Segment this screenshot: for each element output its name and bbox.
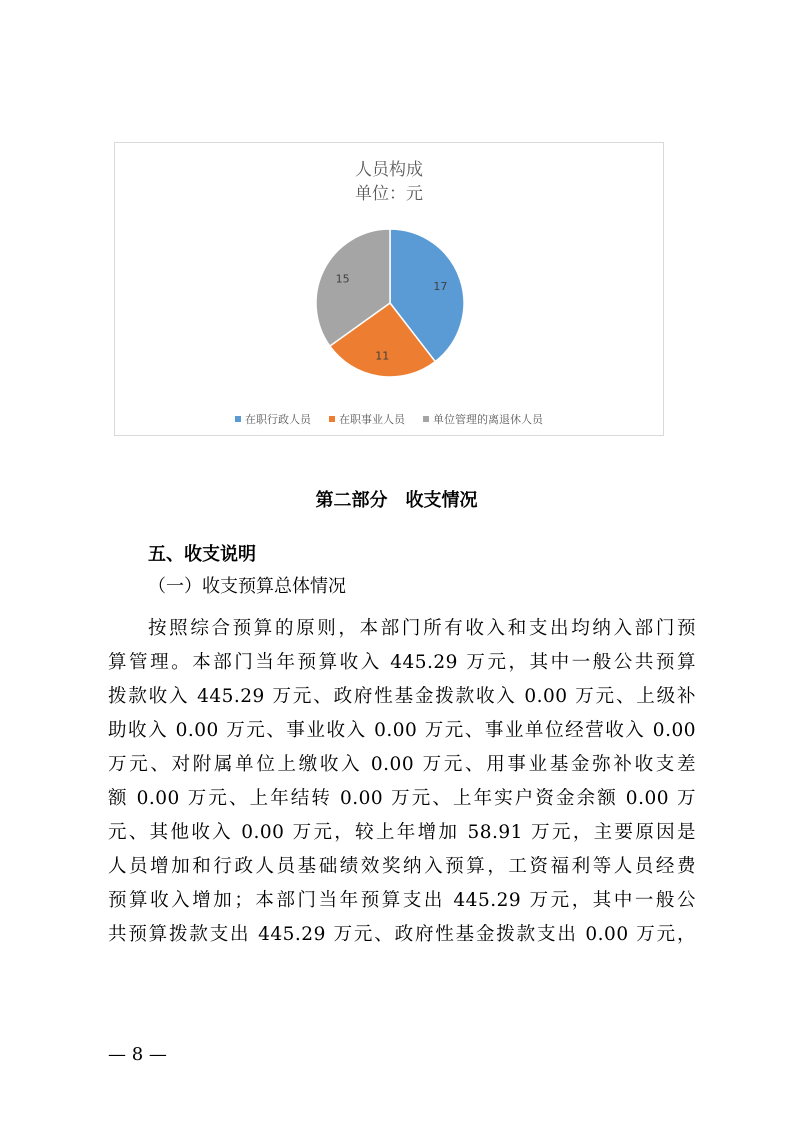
paragraph-line: 万元、对附属单位上缴收入 0.00 万元、用事业基金弥补收支差 — [108, 754, 696, 775]
legend-item — [329, 411, 405, 427]
paragraph-line: 预算收入增加；本部门当年预算支出 445.29 万元，其中一般公 — [108, 890, 696, 911]
legend-swatch — [329, 416, 335, 422]
paragraph-line: 人员增加和行政人员基础绩效奖纳入预算，工资福利等人员经费 — [108, 856, 696, 877]
legend-label: 在职行政人员 — [245, 413, 311, 426]
heading-income-expense: 五、收支说明 — [148, 544, 256, 565]
chart-title: 人员构成 — [355, 160, 423, 180]
paragraph-line: 按照综合预算的原则，本部门所有收入和支出均纳入部门预 — [148, 618, 696, 639]
legend-swatch — [423, 416, 429, 422]
pie-data-label: 11 — [375, 349, 390, 363]
paragraph-line: 拨款收入 445.29 万元、政府性基金拨款收入 0.00 万元、上级补 — [108, 686, 696, 707]
paragraph-line: 算管理。本部门当年预算收入 445.29 万元，其中一般公共预算 — [108, 652, 696, 673]
paragraph-line: 元、其他收入 0.00 万元，较上年增加 58.91 万元，主要原因是 — [108, 822, 696, 843]
paragraph-line: 助收入 0.00 万元、事业收入 0.00 万元、事业单位经营收入 0.00 — [108, 720, 696, 741]
legend-label: 在职事业人员 — [339, 413, 405, 426]
pie-data-label: 15 — [335, 272, 350, 286]
pie-chart — [114, 142, 664, 436]
pie-svg — [115, 143, 665, 437]
paragraph-line: 共预算拨款支出 445.29 万元、政府性基金拨款支出 0.00 万元， — [108, 924, 696, 945]
legend-item — [423, 411, 543, 427]
heading-budget-overview: （一）收支预算总体情况 — [148, 576, 346, 597]
page-number: — 8 — — [108, 1044, 167, 1065]
pie-data-label: 17 — [433, 279, 448, 293]
section-title: 第二部分 收支情况 — [315, 490, 478, 511]
legend-label: 单位管理的离退休人员 — [433, 413, 543, 426]
chart-legend — [115, 411, 663, 427]
legend-swatch — [235, 416, 241, 422]
chart-subtitle: 单位：元 — [355, 184, 423, 204]
legend-item — [235, 411, 311, 427]
paragraph-line: 额 0.00 万元、上年结转 0.00 万元、上年实户资金余额 0.00 万 — [108, 788, 696, 809]
